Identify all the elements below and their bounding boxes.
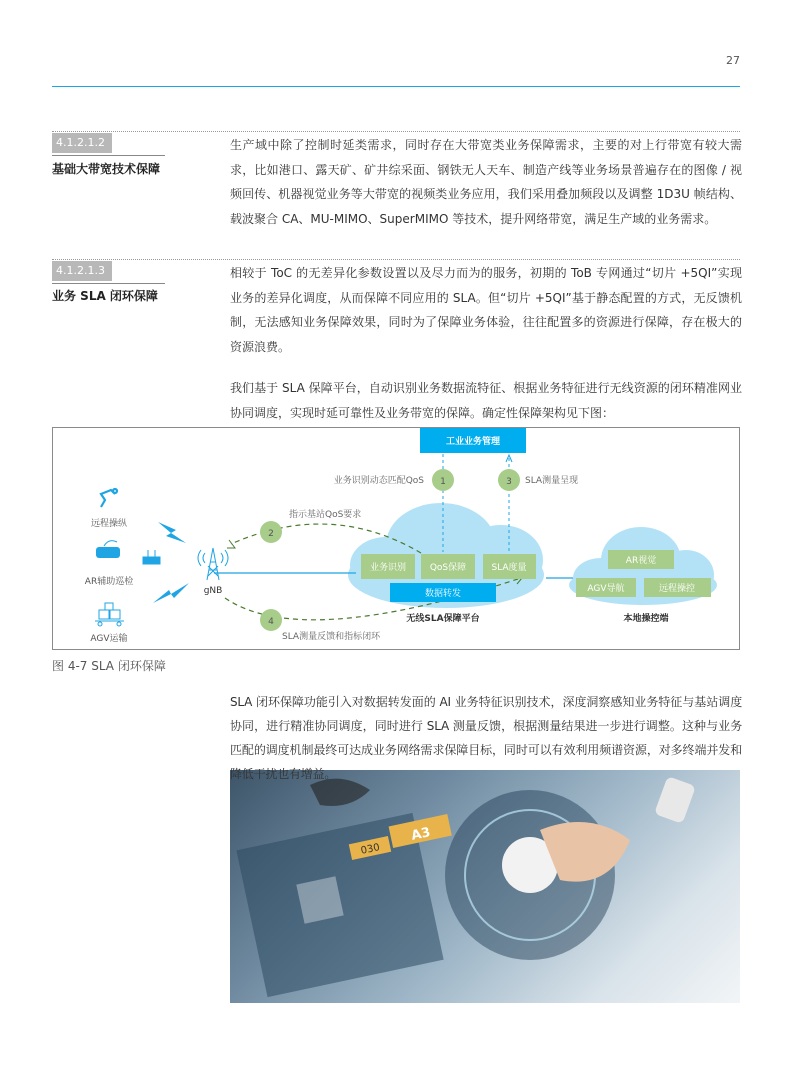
figure-caption: 图 4-7 SLA 闭环保障: [52, 659, 166, 673]
section-divider: [52, 131, 740, 132]
step-4-label: SLA测量反馈和指标闭环: [282, 632, 381, 642]
photo-label-030: 030: [359, 842, 381, 857]
header-rule: [52, 86, 740, 87]
step-2-label: 指示基站QoS要求: [289, 510, 362, 520]
module-qos: QoS保障: [429, 563, 467, 573]
closing-body: [230, 690, 742, 786]
step-3-number: 3: [506, 477, 512, 487]
step-3-label: SLA测量呈现: [525, 476, 579, 486]
router-icon: [143, 550, 160, 564]
agv-icon: [95, 603, 124, 626]
section-body: [230, 133, 742, 231]
gnb-label: gNB: [203, 586, 223, 596]
section-underline: [52, 155, 165, 156]
section-divider: [52, 259, 740, 260]
section-underline: [52, 283, 165, 284]
local-label: 本地操控端: [623, 614, 669, 624]
step-1-number: 1: [440, 477, 446, 487]
section-number: 4.1.2.1.2: [52, 133, 112, 153]
sla-diagram: [52, 427, 740, 650]
device-ar-label: AR辅助巡检: [84, 577, 134, 587]
hand-control-knob-photo: [230, 770, 740, 1003]
device-agv-label: AGV运输: [90, 634, 128, 644]
lightning-icon: [158, 522, 186, 543]
module-ar-vision: AR视觉: [625, 556, 657, 566]
robot-arm-icon: [101, 489, 117, 507]
section-heading: 基础大带宽技术保障: [52, 162, 161, 176]
section-heading: 业务 SLA 闭环保障: [52, 289, 158, 303]
photo-label-a3: A3: [410, 825, 432, 844]
section-number: 4.1.2.1.3: [52, 261, 112, 281]
gnb-tower-icon: [198, 548, 228, 580]
paragraph: 我们基于 SLA 保障平台，自动识别业务数据流特征、根据业务特征进行无线资源的闭环精准网业协同调度，实现时延可靠性及业务带宽的保障。确定性保障架构见下图：: [230, 381, 742, 420]
platform-label: 无线SLA保障平台: [406, 614, 480, 624]
step-2-number: 2: [268, 529, 274, 539]
paragraph: SLA 闭环保障功能引入对数据转发面的 AI 业务特征识别技术，深度洞察感知业务特征与基站调度协同，进行精准协同调度，同时进行 SLA 测量反馈，根据测量结果进一步进行调整。这种与业务匹配的调度机制最终可达成业务网络需求保障目标，同时可以有效利用频谱资源，对多终端并发和降低干扰也有增益。: [230, 695, 742, 781]
industrial-mgmt-label: 工业业务管理: [445, 437, 501, 447]
device-remote-label: 远程操纵: [90, 519, 128, 529]
page-number: 27: [726, 54, 740, 67]
module-remote-control: 远程操控: [658, 584, 696, 594]
module-service-identify: 业务识别: [369, 563, 407, 573]
vr-headset-icon: [96, 541, 120, 558]
module-forwarding: 数据转发: [424, 589, 462, 599]
step-4-number: 4: [268, 617, 274, 627]
step-1-label: 业务识别动态匹配QoS: [333, 476, 424, 486]
paragraph: 相较于 ToC 的无差异化参数设置以及尽力而为的服务，初期的 ToB 专网通过“切片 +5QI”实现业务的差异化调度，从而保障不同应用的 SLA。但“切片 +5QI”基于静态配置的方式，无反馈机制，无法感知业务保障效果，同时为了保障业务体验，往往配置多的资源进行保障，存在极大的资源浪费。: [230, 266, 742, 354]
module-sla-measure: SLA度量: [491, 563, 527, 573]
paragraph: 生产域中除了控制时延类需求，同时存在大带宽类业务保障需求，主要的对上行带宽有较大需求，比如港口、露天矿、矿井综采面、钢铁无人天车、制造产线等业务场景普遍存在的图像 / 视频回传、机器视觉业务等大带宽的视频类业务应用，我们采用叠加频段以及调整 1D3U 帧结构、载波聚合 CA、MU-MIMO、SuperMIMO 等技术，提升网络带宽，满足生产域的业务需求。: [230, 138, 742, 226]
lightning-icon: [153, 583, 189, 603]
section-body: [230, 261, 742, 426]
module-agv-nav: AGV导航: [587, 584, 625, 594]
